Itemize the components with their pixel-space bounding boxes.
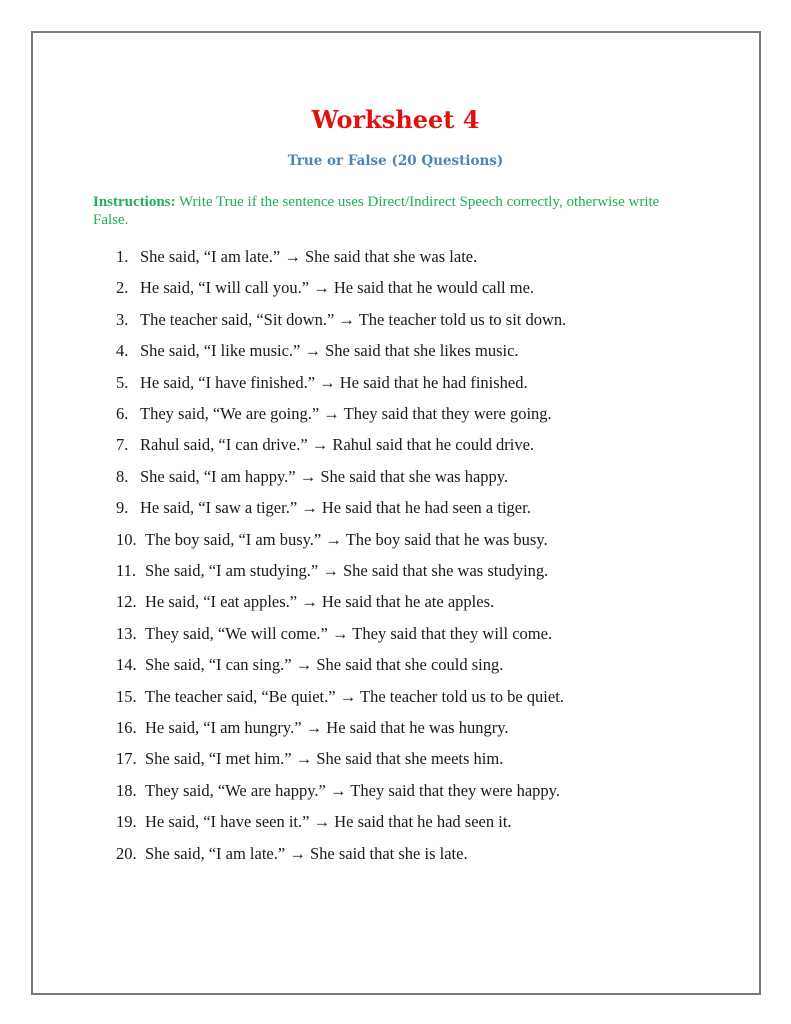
question-text: They said, “We will come.” → They said that they will come. xyxy=(145,623,553,643)
question-text: She said, “I met him.” → She said that she meets him. xyxy=(145,749,504,769)
question-number: 13. xyxy=(116,623,137,643)
question-text: He said, “I will call you.” → He said that he would call me. xyxy=(140,278,535,298)
question-text: He said, “I have seen it.” → He said that he had seen it. xyxy=(145,812,512,832)
question-text: The boy said, “I am busy.” → The boy said that he was busy. xyxy=(145,529,548,549)
question-text: She said, “I am late.” → She said that she was late. xyxy=(140,247,478,266)
question-number: 10. xyxy=(116,529,137,549)
question-number: 18. xyxy=(116,780,137,800)
question-number: 1. xyxy=(116,247,129,266)
question-number: 19. xyxy=(116,812,137,832)
question-text: She said, “I like music.” → She said that she likes music. xyxy=(140,341,519,361)
instructions-label: Instructions: xyxy=(93,194,176,210)
question-number: 9. xyxy=(116,498,129,518)
question-text: She said, “I am studying.” → She said that she was studying. xyxy=(145,561,549,580)
question-text: He said, “I saw a tiger.” → He said that he had seen a tiger. xyxy=(140,498,531,518)
question-text: She said, “I can sing.” → She said that she could sing. xyxy=(145,655,504,675)
question-number: 17. xyxy=(116,749,137,769)
question-number: 15. xyxy=(116,686,137,706)
question-number: 2. xyxy=(116,278,129,298)
question-number: 3. xyxy=(116,309,129,329)
question-number: 16. xyxy=(116,718,137,737)
worksheet-subtitle: True or False (20 Questions) xyxy=(287,153,504,169)
instructions-text: Write True if the sentence uses Direct/Indirect Speech correctly, otherwise write False. xyxy=(93,194,660,228)
question-text: He said, “I eat apples.” → He said that he ate apples. xyxy=(145,592,495,612)
question-text: Rahul said, “I can drive.” → Rahul said that he could drive. xyxy=(140,435,535,455)
question-number: 20. xyxy=(116,843,137,863)
question-number: 6. xyxy=(116,404,129,423)
question-text: He said, “I am hungry.” → He said that he was hungry. xyxy=(145,718,509,737)
question-number: 12. xyxy=(116,592,137,612)
question-number: 4. xyxy=(116,341,129,361)
question-text: He said, “I have finished.” → He said that he had finished. xyxy=(140,372,528,392)
question-number: 5. xyxy=(116,372,129,392)
question-number: 14. xyxy=(116,655,137,675)
question-text: They said, “We are going.” → They said that they were going. xyxy=(140,404,552,423)
question-text: She said, “I am late.” → She said that she is late. xyxy=(145,843,468,863)
question-text: They said, “We are happy.” → They said that they were happy. xyxy=(145,780,560,800)
question-number: 11. xyxy=(116,561,137,580)
question-number: 8. xyxy=(116,466,129,486)
question-text: The teacher said, “Sit down.” → The teacher told us to sit down. xyxy=(140,309,567,329)
instructions xyxy=(93,193,693,229)
worksheet-title: Worksheet 4 xyxy=(311,105,480,134)
question-text: She said, “I am happy.” → She said that she was happy. xyxy=(140,466,509,486)
question-number: 7. xyxy=(116,435,129,455)
question-text: The teacher said, “Be quiet.” → The teacher told us to be quiet. xyxy=(145,686,564,706)
